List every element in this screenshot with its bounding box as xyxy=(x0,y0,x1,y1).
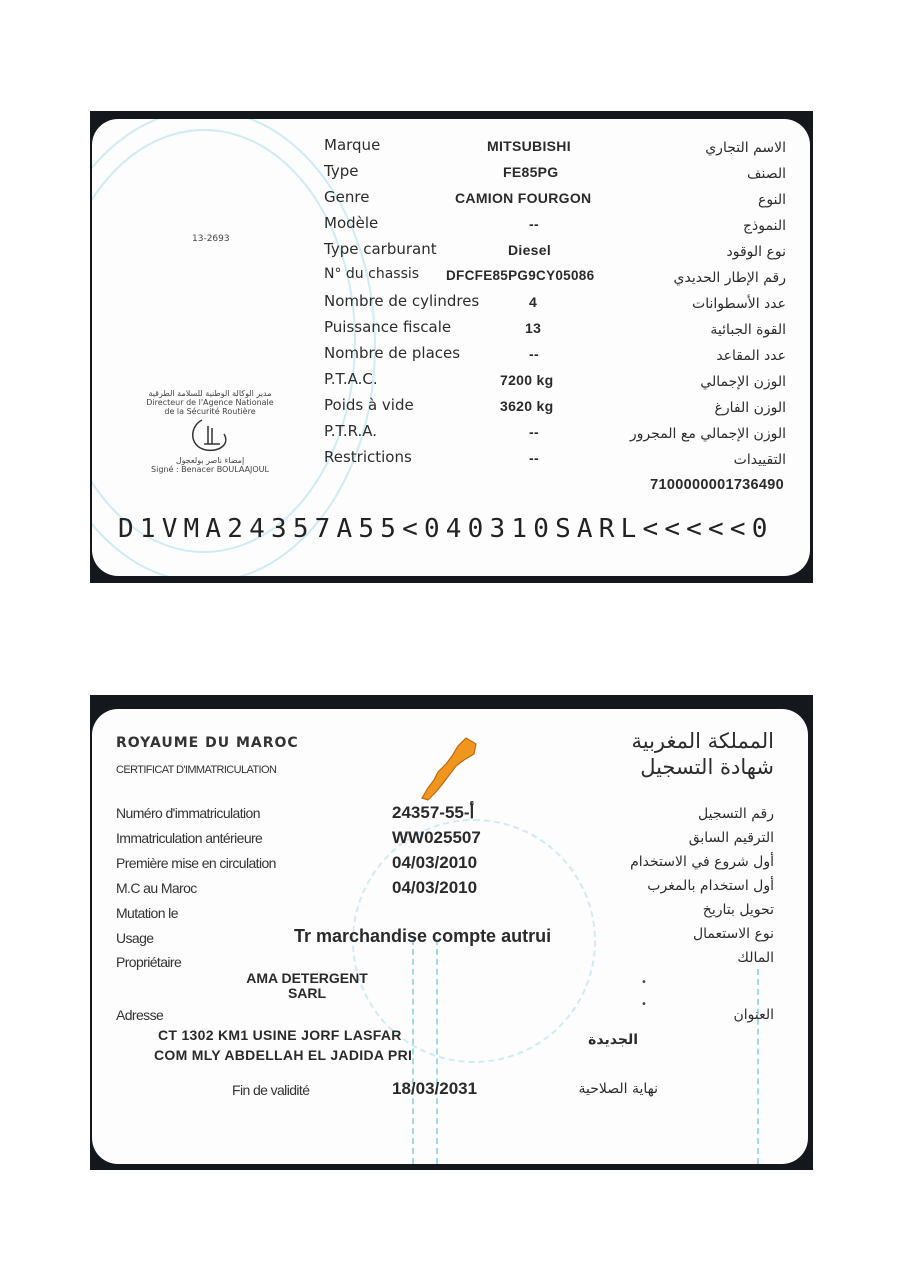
field-label-numero: Numéro d'immatriculation xyxy=(116,805,260,821)
document-title-fr: CERTIFICAT D'IMMATRICULATION xyxy=(116,764,277,776)
card-serial: 13-2693 xyxy=(192,234,230,244)
field-label-usage: Usage xyxy=(116,930,154,946)
field-label-ar-genre: النوع xyxy=(758,192,786,208)
validity-label-ar: نهاية الصلاحية xyxy=(578,1081,658,1097)
field-label-ar-type: الصنف xyxy=(746,166,786,182)
country-name-fr: ROYAUME DU MAROC xyxy=(116,735,299,751)
owner-dot: • xyxy=(641,977,647,988)
guilloche-line xyxy=(757,969,759,1164)
field-label-ar-chassis: رقم الإطار الحديدي xyxy=(673,270,786,286)
owner-dot: • xyxy=(641,999,647,1010)
field-value-usage: Tr marchandise compte autrui xyxy=(294,926,552,946)
field-label-ar-restrictions: التقييدات xyxy=(733,452,786,468)
card-front-surface xyxy=(92,709,808,1164)
owner-name-line1: AMA DETERGENT xyxy=(246,970,368,986)
field-label-adresse: Adresse xyxy=(116,1007,164,1023)
field-label-ar-mutation: تحويل بتاريخ xyxy=(702,902,774,918)
field-label-ar-places: عدد المقاعد xyxy=(716,348,786,364)
owner-name xyxy=(232,971,382,1001)
field-value-genre: CAMION FOURGON xyxy=(455,190,592,206)
field-label-restrictions: Restrictions xyxy=(324,448,412,466)
field-value-ptac: 7200 kg xyxy=(500,372,554,388)
country-name-ar: المملكة المغربية xyxy=(631,729,774,753)
field-label-ar-adresse: العنوان xyxy=(733,1007,774,1023)
field-label-marque: Marque xyxy=(324,136,381,154)
field-value-modele: -- xyxy=(529,216,539,232)
signatory-title-fr-1: Directeur de l'Agence Nationale xyxy=(146,398,274,407)
signed-by-fr: Signé : Benacer BOULAAJOUL xyxy=(151,465,269,474)
validity-value: 18/03/2031 xyxy=(392,1079,478,1098)
field-value-carburant: Diesel xyxy=(508,242,552,258)
field-label-genre: Genre xyxy=(324,188,370,206)
field-value-mc-maroc: 04/03/2010 xyxy=(392,878,478,897)
field-value-anterieure: WW025507 xyxy=(392,828,481,847)
signed-by-ar: إمضاء ناصر بولعجول xyxy=(175,456,245,465)
address-line-1: CT 1302 KM1 USINE JORF LASFAR xyxy=(158,1027,402,1043)
field-label-cylindres: Nombre de cylindres xyxy=(324,292,480,310)
field-label-chassis: N° du chassis xyxy=(324,266,420,282)
document-title-ar: شهادة التسجيل xyxy=(640,755,774,779)
field-label-anterieure: Immatriculation antérieure xyxy=(116,830,263,846)
field-label-ar-poids-vide: الوزن الفارغ xyxy=(714,400,786,416)
signatory-title-ar: مدير الوكالة الوطنية للسلامة الطرقية xyxy=(148,389,272,398)
registration-card-front xyxy=(90,695,813,1170)
field-value-premiere-circulation: 04/03/2010 xyxy=(392,853,478,872)
registration-card-back xyxy=(90,111,813,583)
field-label-ar-premiere-circulation: أول شروع في الاستخدام xyxy=(630,854,774,870)
card-number: 7100000001736490 xyxy=(650,477,784,493)
guilloche-line xyxy=(436,939,438,1164)
field-value-marque: MITSUBISHI xyxy=(487,138,571,154)
field-label-ar-carburant: نوع الوقود xyxy=(726,244,786,260)
signature-block xyxy=(140,389,280,474)
field-label-mutation: Mutation le xyxy=(116,905,178,921)
field-label-ar-modele: النموذج xyxy=(743,218,786,234)
field-label-ar-ptac: الوزن الإجمالي xyxy=(700,374,786,390)
field-label-modele: Modèle xyxy=(324,214,379,232)
field-value-type: FE85PG xyxy=(503,164,559,180)
field-label-ar-marque: الاسم التجاري xyxy=(705,140,786,156)
field-label-premiere-circulation: Première mise en circulation xyxy=(116,855,276,871)
field-label-ar-usage: نوع الاستعمال xyxy=(692,926,774,942)
field-label-ar-numero: رقم التسجيل xyxy=(698,806,774,822)
address-line-2: COM MLY ABDELLAH EL JADIDA PRI xyxy=(154,1047,413,1063)
field-label-ar-ptra: الوزن الإجمالي مع المجرور xyxy=(629,426,786,442)
field-label-proprietaire: Propriétaire xyxy=(116,954,182,970)
field-label-type: Type xyxy=(324,162,359,180)
field-label-puissance: Puissance fiscale xyxy=(324,318,452,336)
field-value-chassis: DFCFE85PG9CY05086 xyxy=(446,268,595,283)
field-label-ar-anterieure: الترقيم السابق xyxy=(688,830,774,846)
field-label-mc-maroc: M.C au Maroc xyxy=(116,880,197,896)
morocco-map-icon xyxy=(414,734,484,804)
signatory-title-fr-2: de la Sécurité Routière xyxy=(164,407,256,416)
field-value-ptra: -- xyxy=(529,424,539,440)
field-value-poids-vide: 3620 kg xyxy=(500,398,554,414)
field-label-ar-puissance: القوة الجبائية xyxy=(710,322,786,338)
field-value-cylindres: 4 xyxy=(529,294,538,310)
mrz-line: D1VMA24357A55<040310SARL<<<<<0 xyxy=(118,514,774,544)
field-label-poids-vide: Poids à vide xyxy=(324,396,414,414)
field-label-ptac: P.T.A.C. xyxy=(324,370,378,388)
card-back-surface xyxy=(92,119,810,576)
owner-name-line2: SARL xyxy=(287,985,327,1001)
field-label-places: Nombre de places xyxy=(324,344,461,362)
field-label-ptra: P.T.R.A. xyxy=(324,422,378,440)
field-value-puissance: 13 xyxy=(525,320,542,336)
field-label-ar-proprietaire: المالك xyxy=(737,950,774,966)
guilloche-line xyxy=(412,939,414,1164)
map-shape xyxy=(422,738,476,800)
field-value-numero: 24357-أ-55 xyxy=(392,803,475,822)
address-city-ar: الجديدة xyxy=(588,1032,638,1048)
field-value-restrictions: -- xyxy=(529,450,539,466)
field-label-carburant: Type carburant xyxy=(324,240,437,258)
field-label-ar-cylindres: عدد الأسطوانات xyxy=(692,296,786,312)
field-label-ar-mc-maroc: أول استخدام بالمغرب xyxy=(647,878,774,894)
field-value-places: -- xyxy=(529,346,539,362)
validity-label: Fin de validité xyxy=(232,1082,310,1098)
handwritten-signature xyxy=(180,416,240,454)
